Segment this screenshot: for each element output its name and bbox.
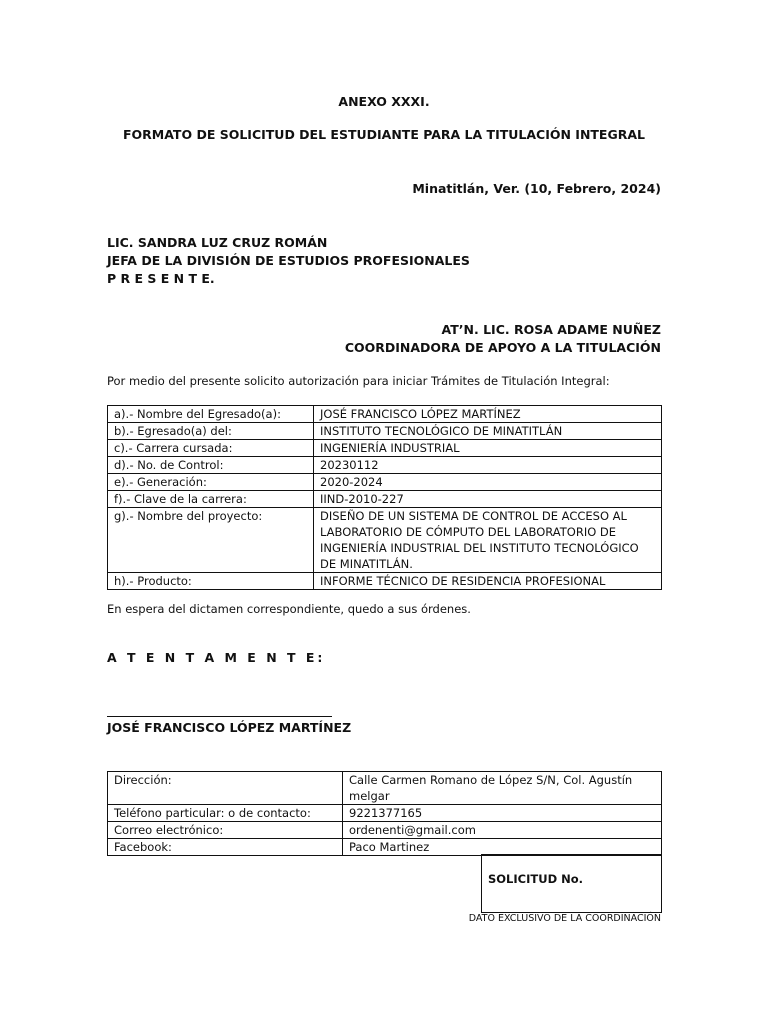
table-row xyxy=(108,491,662,508)
contact-info-table xyxy=(107,771,662,856)
attention-position: COORDINADORA DE APOYO A LA TITULACIÓN xyxy=(344,340,661,355)
table-row xyxy=(108,839,662,856)
document-title: FORMATO DE SOLICITUD DEL ESTUDIANTE PARA LA TITULACIÓN INTEGRAL xyxy=(123,127,645,142)
row-label: Correo electrónico: xyxy=(108,822,343,839)
table-row xyxy=(108,772,662,805)
row-label: c).- Carrera cursada: xyxy=(108,440,314,457)
signature-line xyxy=(107,716,332,717)
row-value: 20230112 xyxy=(314,457,662,474)
table-row xyxy=(108,423,662,440)
row-value: JOSÉ FRANCISCO LÓPEZ MARTÍNEZ xyxy=(314,406,662,423)
recipient-block xyxy=(107,234,470,288)
row-value: DISEÑO DE UN SISTEMA DE CONTROL DE ACCESO AL LABORATORIO DE CÓMPUTO DEL LABORATORIO DE INGENIERÍA INDUSTRIAL DEL INSTITUTO TECNOLÓGICO DE MINATITLÁN. xyxy=(314,508,662,573)
row-label: a).- Nombre del Egresado(a): xyxy=(108,406,314,423)
closing-paragraph: En espera del dictamen correspondiente, quedo a sus órdenes. xyxy=(107,602,471,616)
place-date: Minatitlán, Ver. (10, Febrero, 2024) xyxy=(412,181,661,196)
table-row xyxy=(108,406,662,423)
attention-name: AT’N. LIC. ROSA ADAME NUÑEZ xyxy=(441,322,661,337)
table-row xyxy=(108,508,662,573)
row-label: Teléfono particular: o de contacto: xyxy=(108,805,343,822)
row-value: 2020-2024 xyxy=(314,474,662,491)
solicitud-label: SOLICITUD No. xyxy=(488,872,584,886)
row-label: h).- Producto: xyxy=(108,573,314,590)
recipient-position: JEFA DE LA DIVISIÓN DE ESTUDIOS PROFESIONALES xyxy=(107,253,470,268)
row-label: e).- Generación: xyxy=(108,474,314,491)
row-value: IIND-2010-227 xyxy=(314,491,662,508)
row-label: Dirección: xyxy=(108,772,343,805)
row-value: Calle Carmen Romano de López S/N, Col. Agustín melgar xyxy=(343,772,662,805)
row-value: INGENIERÍA INDUSTRIAL xyxy=(314,440,662,457)
recipient-name: LIC. SANDRA LUZ CRUZ ROMÁN xyxy=(107,235,328,250)
attention-block xyxy=(345,321,661,357)
row-value: ordenenti@gmail.com xyxy=(343,822,662,839)
table-row xyxy=(108,573,662,590)
row-label: g).- Nombre del proyecto: xyxy=(108,508,314,573)
row-label: d).- No. de Control: xyxy=(108,457,314,474)
signature-name: JOSÉ FRANCISCO LÓPEZ MARTÍNEZ xyxy=(107,720,352,735)
table-row xyxy=(108,440,662,457)
intro-paragraph: Por medio del presente solicito autorización para iniciar Trámites de Titulación Integral: xyxy=(107,374,610,388)
row-value: INSTITUTO TECNOLÓGICO DE MINATITLÁN xyxy=(314,423,662,440)
table-row xyxy=(108,822,662,839)
coordination-note: DATO EXCLUSIVO DE LA COORDINACIÓN xyxy=(468,913,661,924)
row-value: Paco Martinez xyxy=(343,839,662,856)
annex-heading: ANEXO XXXI. xyxy=(338,94,430,109)
row-value: 9221377165 xyxy=(343,805,662,822)
row-label: b).- Egresado(a) del: xyxy=(108,423,314,440)
table-row xyxy=(108,805,662,822)
student-info-table xyxy=(107,405,662,590)
row-label: f).- Clave de la carrera: xyxy=(108,491,314,508)
atentamente-heading: A T E N T A M E N T E: xyxy=(107,650,326,665)
row-value: INFORME TÉCNICO DE RESIDENCIA PROFESIONAL xyxy=(314,573,662,590)
table-row xyxy=(108,457,662,474)
presente-line: P R E S E N T E. xyxy=(107,271,215,286)
table-row xyxy=(108,474,662,491)
row-label: Facebook: xyxy=(108,839,343,856)
